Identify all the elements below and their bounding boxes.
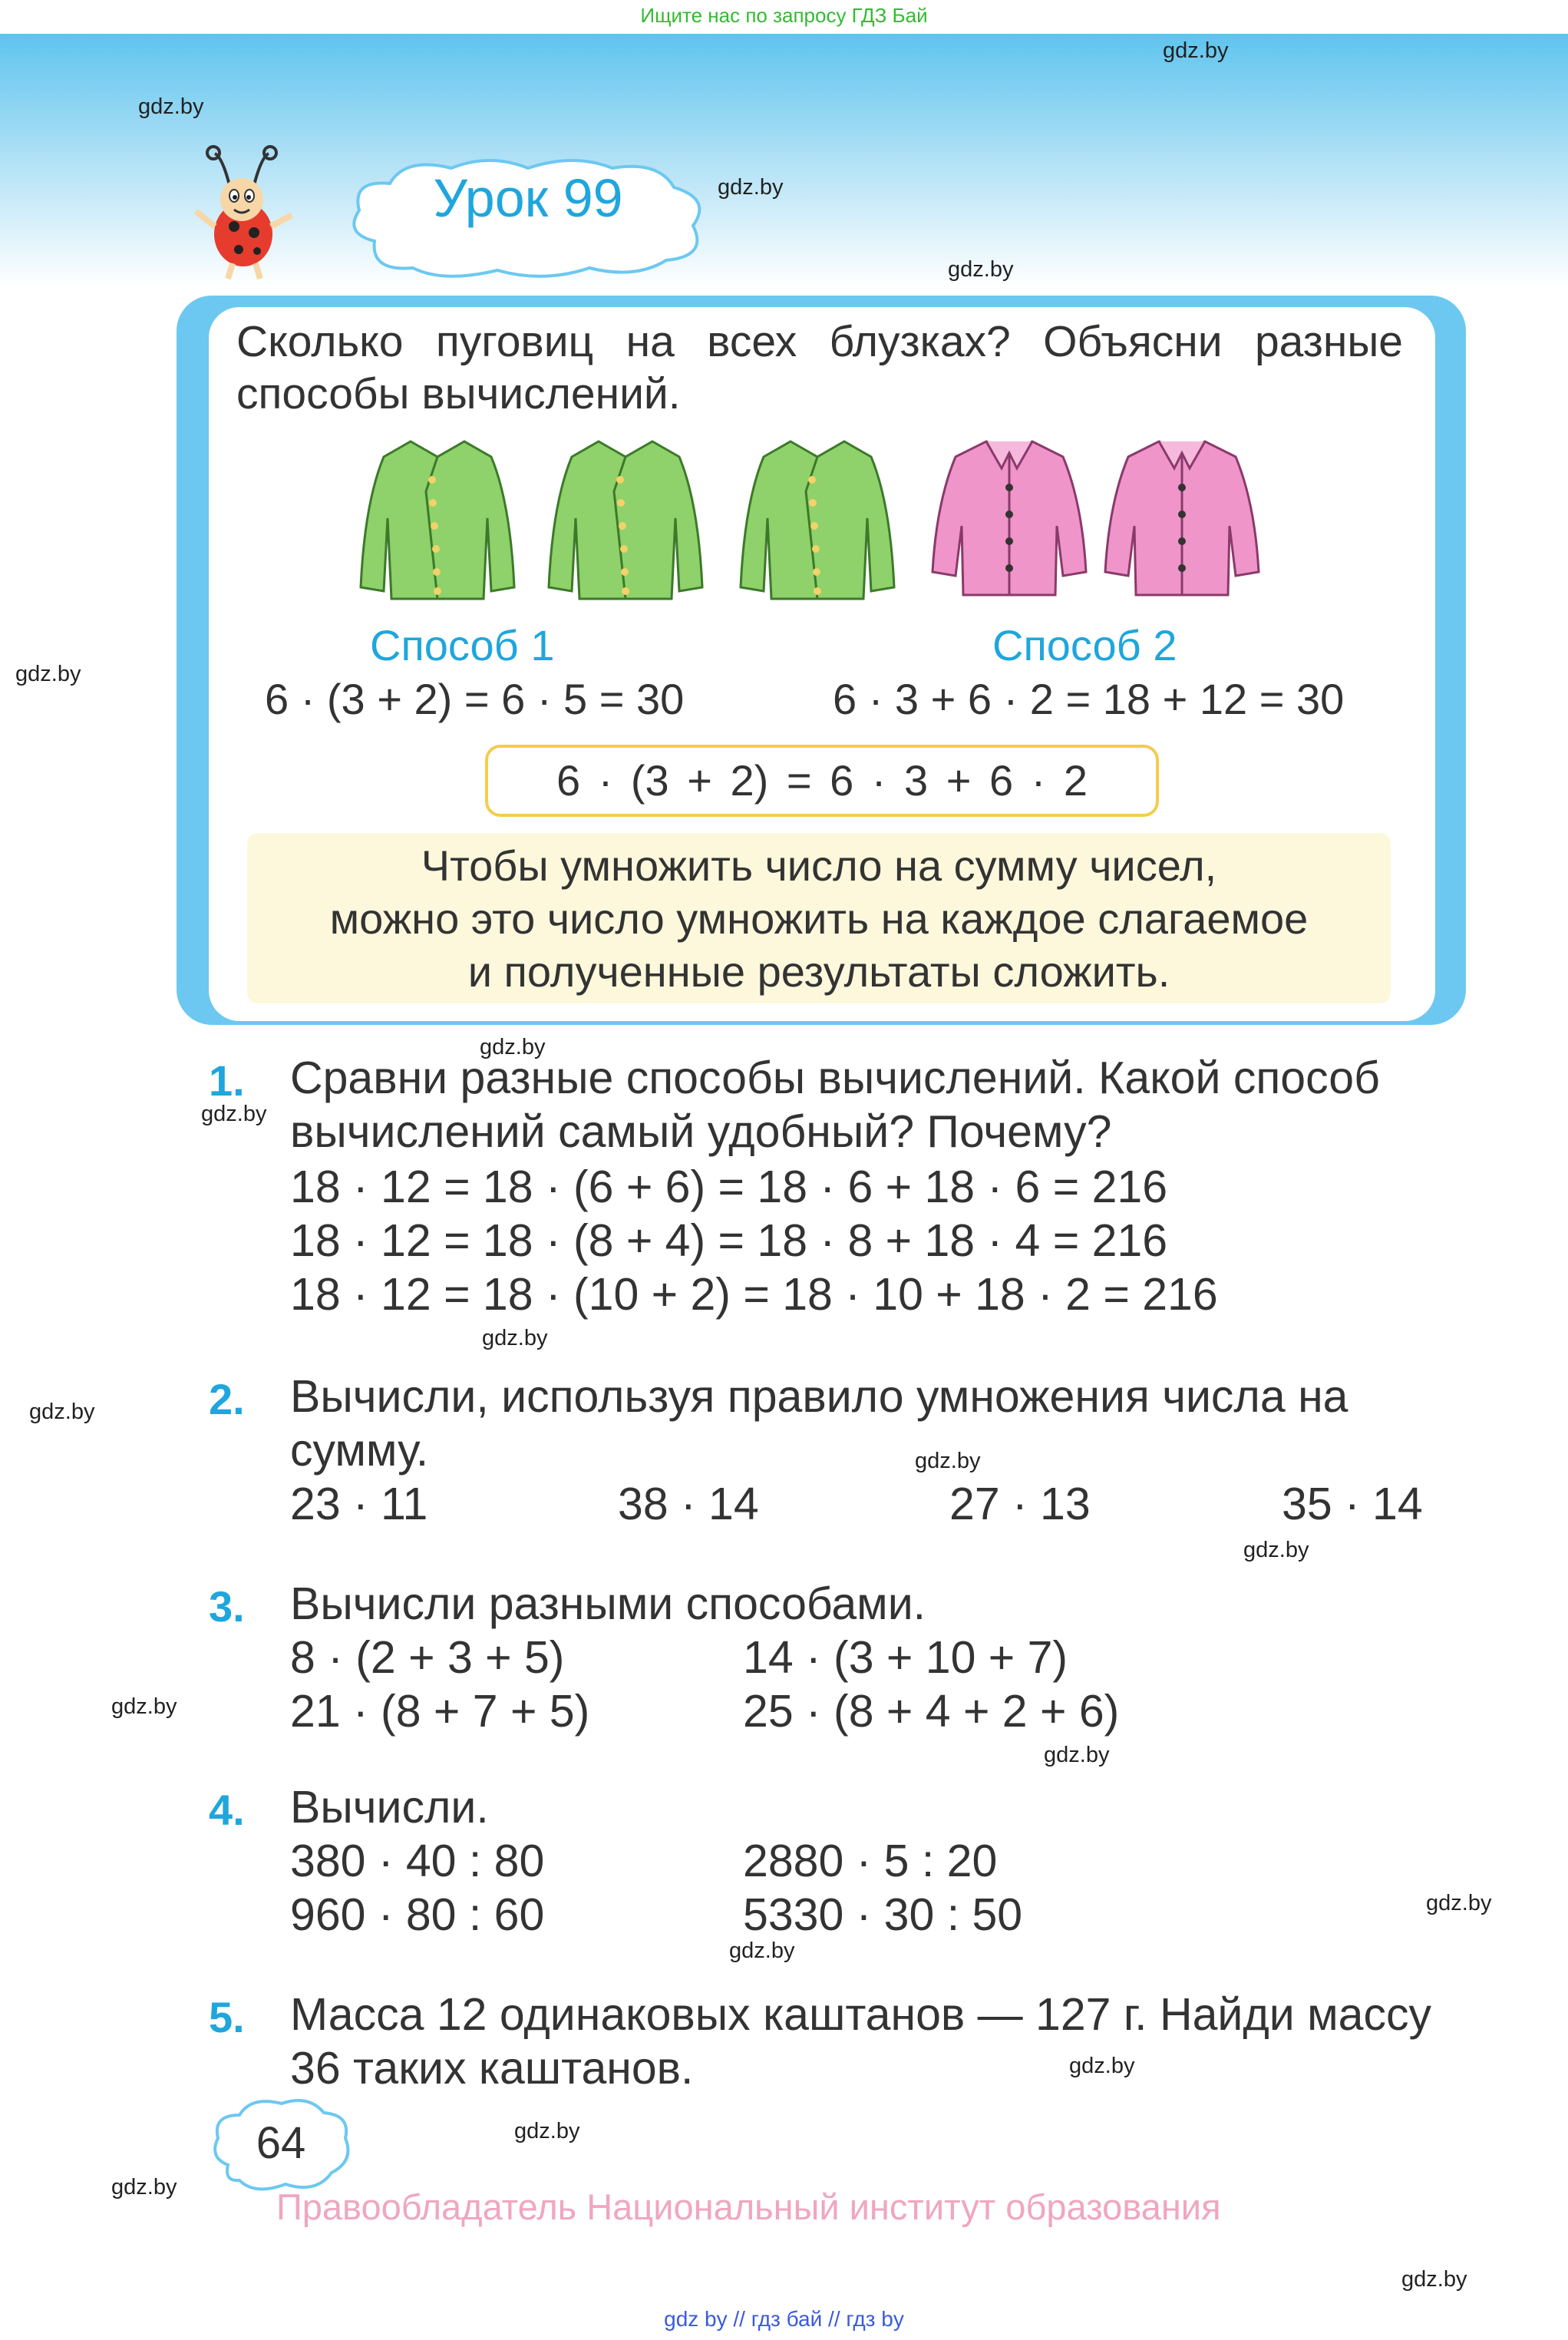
lesson-title: Урок 99 xyxy=(433,168,623,228)
watermark: gdz.by xyxy=(201,1102,267,1126)
task4-example4: 5330 · 30 : 50 xyxy=(743,1889,1023,1940)
watermark: gdz.by xyxy=(1426,1891,1492,1915)
method2-equation: 6 · 3 + 6 · 2 = 18 + 12 = 30 xyxy=(833,675,1345,723)
pink-blouse-icon xyxy=(1098,434,1266,606)
rule-line3: и полученные результаты сложить. xyxy=(467,947,1170,996)
footer-links[interactable]: gdz by // гдз бай // гдз by xyxy=(664,2307,904,2331)
ladybug-icon xyxy=(188,142,303,280)
task3-number: 3. xyxy=(209,1582,245,1631)
task4-line1: Вычисли. xyxy=(290,1782,489,1833)
task1-line1: Сравни разные способы вычислений. Какой способ xyxy=(290,1053,1380,1103)
task2-example2: 38 · 14 xyxy=(618,1479,759,1529)
method1-label: Способ 1 xyxy=(370,621,555,669)
watermark: gdz.by xyxy=(1069,2054,1135,2078)
watermark: gdz.by xyxy=(1401,2267,1467,2292)
method2-label: Способ 2 xyxy=(992,621,1177,669)
task3-example1: 8 · (2 + 3 + 5) xyxy=(290,1632,565,1683)
watermark: gdz.by xyxy=(111,2175,177,2200)
task2-number: 2. xyxy=(209,1375,245,1423)
method1-equation: 6 · (3 + 2) = 6 · 5 = 30 xyxy=(265,675,685,723)
copyright: Правообладатель Национальный институт образования xyxy=(276,2186,1221,2227)
watermark: gdz.by xyxy=(138,94,204,119)
task2-example4: 35 · 14 xyxy=(1282,1479,1423,1529)
task5-line1: Масса 12 одинаковых каштанов — 127 г. Найди массу xyxy=(290,1989,1431,2040)
task3-example3: 21 · (8 + 7 + 5) xyxy=(290,1686,590,1737)
task3-line1: Вычисли разными способами. xyxy=(290,1578,926,1629)
watermark: gdz.by xyxy=(729,1938,795,1963)
pink-blouse-icon xyxy=(925,434,1094,606)
distributive-formula: 6 · (3 + 2) = 6 · 3 + 6 · 2 xyxy=(485,745,1159,817)
green-blouse-icon xyxy=(353,434,522,606)
top-banner[interactable]: Ищите нас по запросу ГДЗ Бай xyxy=(0,0,1568,34)
task2-example3: 27 · 13 xyxy=(949,1479,1091,1529)
page-number: 64 xyxy=(256,2118,306,2168)
watermark: gdz.by xyxy=(1163,38,1229,63)
task2-line2: сумму. xyxy=(290,1425,429,1476)
task4-number: 4. xyxy=(209,1786,245,1834)
intro-question-line2: способы вычислений. xyxy=(236,369,681,418)
rule-line2: можно это число умножить на каждое слагаемое xyxy=(329,894,1309,943)
task1-example3: 18 · 12 = 18 · (10 + 2) = 18 · 10 + 18 · 2 = 216 xyxy=(290,1269,1218,1320)
task5-number: 5. xyxy=(209,1993,245,2041)
task3-example2: 14 · (3 + 10 + 7) xyxy=(743,1632,1068,1683)
watermark: gdz.by xyxy=(480,1035,546,1059)
task3-example4: 25 · (8 + 4 + 2 + 6) xyxy=(743,1686,1120,1737)
watermark: gdz.by xyxy=(1243,1538,1309,1562)
green-blouse-icon xyxy=(733,434,902,606)
watermark: gdz.by xyxy=(718,175,784,200)
task1-example2: 18 · 12 = 18 · (8 + 4) = 18 · 8 + 18 · 4 = 216 xyxy=(290,1215,1168,1266)
watermark: gdz.by xyxy=(1044,1743,1110,1767)
watermark: gdz.by xyxy=(482,1326,548,1350)
task5-line2: 36 таких каштанов. xyxy=(290,2043,694,2094)
task4-example2: 2880 · 5 : 20 xyxy=(743,1836,998,1886)
watermark: gdz.by xyxy=(29,1400,95,1424)
task1-line2: вычислений самый удобный? Почему? xyxy=(290,1106,1112,1157)
watermark: gdz.by xyxy=(514,2119,580,2143)
intro-question-line1: Сколько пуговиц на всех блузках? Объясни разные xyxy=(236,317,1403,366)
watermark: gdz.by xyxy=(15,662,81,686)
rule-line1: Чтобы умножить число на сумму чисел, xyxy=(421,841,1217,890)
watermark: gdz.by xyxy=(948,257,1014,282)
task1-example1: 18 · 12 = 18 · (6 + 6) = 18 · 6 + 18 · 6 = 216 xyxy=(290,1162,1168,1212)
watermark: gdz.by xyxy=(111,1694,177,1719)
task2-example1: 23 · 11 xyxy=(290,1479,428,1529)
green-blouse-icon xyxy=(541,434,710,606)
watermark: gdz.by xyxy=(915,1449,981,1473)
task2-line1: Вычисли, используя правило умножения числа на xyxy=(290,1371,1348,1422)
task4-example1: 380 · 40 : 80 xyxy=(290,1836,545,1886)
task1-number: 1. xyxy=(209,1056,245,1105)
task4-example3: 960 · 80 : 60 xyxy=(290,1889,545,1940)
